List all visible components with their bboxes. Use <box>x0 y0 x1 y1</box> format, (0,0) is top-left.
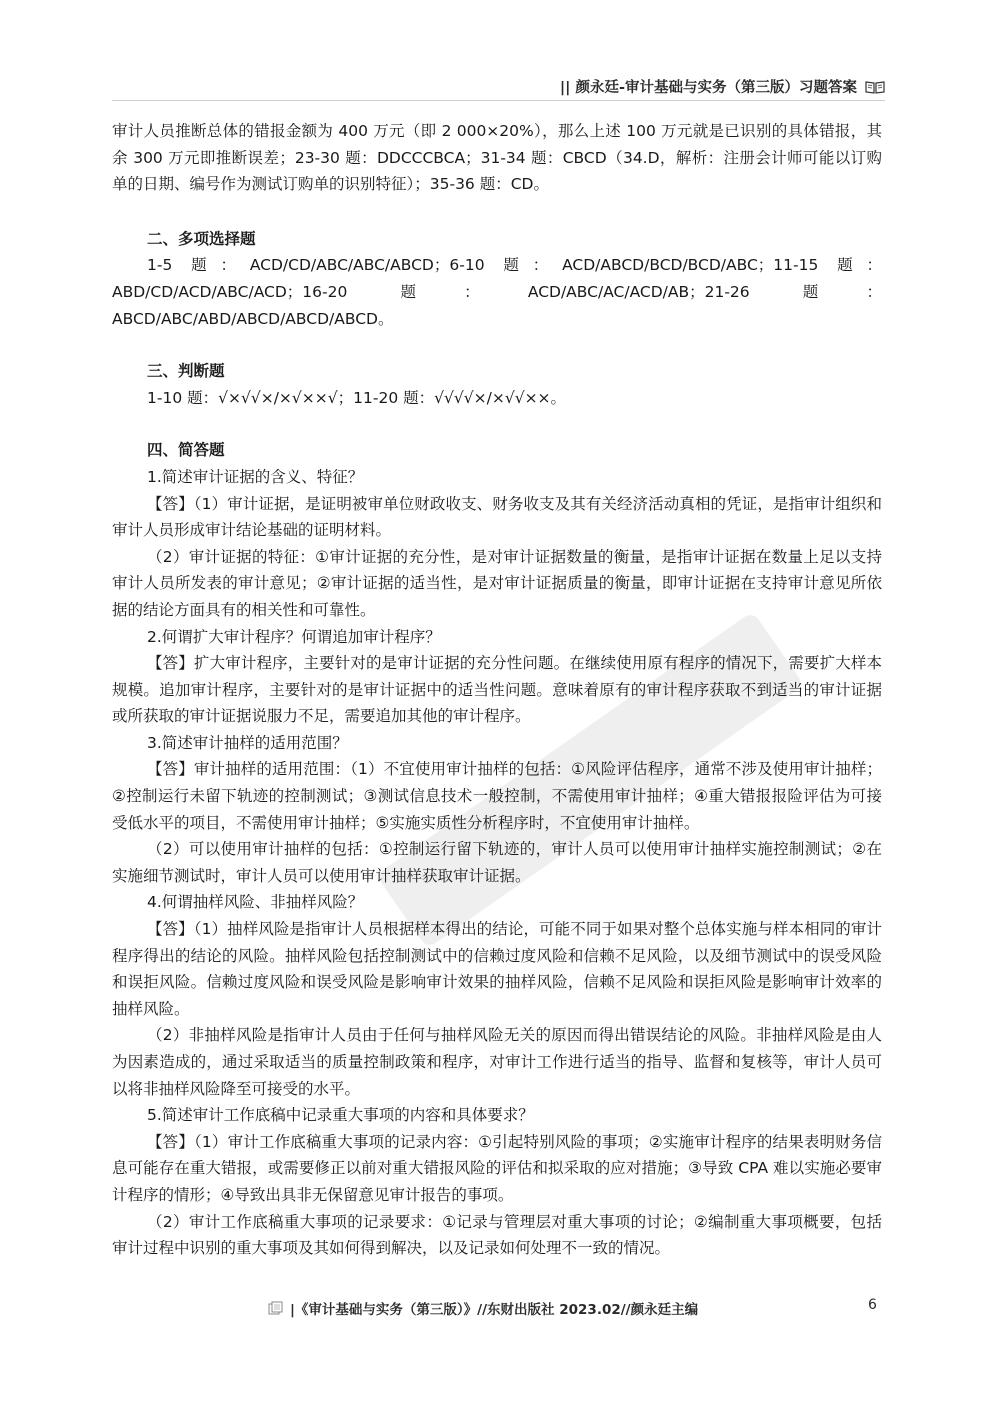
question-5: 5.简述审计工作底稿中记录重大事项的内容和具体要求？ <box>147 1106 534 1125</box>
answer-5-part-2: （2）审计工作底稿重大事项的记录要求：①记录与管理层对重大事项的讨论；②编制重大事项概要，包括审计过程中识别的重大事项及其如何得到解决，以及记录如何处理不一致的情况。 <box>112 1212 882 1258</box>
page-number: 6 <box>868 1297 877 1313</box>
answer-4-part-1: 【答】（1）抽样风险是指审计人员根据样本得出的结论，可能不同于如果对整个总体实施与样本相同的审计程序得出的结论的风险。抽样风险包括控制测试中的信赖过度风险和信赖不足风险，以及细节测试中的误受风险和误拒风险。信赖过度风险和误受风险是影响审计效果的抽样风险，信赖不足风险和误拒风险是影响审计效率的抽样风险。 <box>112 920 882 1018</box>
answer-3-part-2: （2）可以使用审计抽样的包括：①控制运行留下轨迹的，审计人员可以使用审计抽样实施控制测试；②在实施细节测试时，审计人员可以使用审计抽样获取审计证据。 <box>112 840 882 885</box>
question-4: 4.何谓抽样风险、非抽样风险？ <box>147 893 364 912</box>
document-stack-icon <box>268 1301 284 1315</box>
answer-5-part-1: 【答】（1）审计工作底稿重大事项的记录内容：①引起特别风险的事项；②实施审计程序的结果表明财务信息可能存在重大错报，或需要修正以前对重大错报风险的评估和拟采取的应对措施；③导致 CPA 难以实施必要审计程序的情形；④导致出具非无保留意见审计报告的事项。 <box>112 1132 882 1204</box>
page-header <box>560 76 885 97</box>
section-heading-short-answer: 四、简答题 <box>147 441 225 460</box>
question-3: 3.简述审计抽样的适用范围？ <box>147 733 348 752</box>
footer-text: |《审计基础与实务（第三版）》//东财出版社 2023.02//颜永廷主编 <box>290 1302 699 1318</box>
header-title: || 颜永廷-审计基础与实务（第三版）习题答案 <box>559 80 857 96</box>
answer-1-part-2: （2）审计证据的特征：①审计证据的充分性，是对审计证据数量的衡量，是指审计证据在数量上足以支持审计人员所发表的审计意见；②审计证据的适当性，是对审计证据质量的衡量，即审计证据在支持审计意见所依据的结论方面具有的相关性和可靠性。 <box>112 547 882 619</box>
multiple-choice-answers: 1-5 题：ACD/CD/ABC/ABC/ABCD；6-10 题：ACD/ABCD/BCD/BCD/ABC；11-15 题：ABD/CD/ACD/ABC/ACD；16-20 题：ACD/ABC/AC/ACD/AB；21-26 题：ABCD/ABC/ABD/ABCD/ABCD/ABCD。 <box>112 256 882 328</box>
question-2: 2.何谓扩大审计程序？何谓追加审计程序？ <box>147 627 441 646</box>
intro-paragraph: 审计人员推断总体的错报金额为 400 万元（即 2 000×20%），那么上述 100 万元就是已识别的具体错报，其余 300 万元即推断误差；23-30 题：DDCCCBCA；31-34 题：CBCD（34.D，解析：注册会计师可能以订购单的日期、编号作为测试订购单的识别特征）；35-36 题：CD。 <box>112 122 882 194</box>
question-1: 1.简述审计证据的含义、特征？ <box>147 467 364 486</box>
section-heading-multiple-choice: 二、多项选择题 <box>147 229 256 248</box>
section-heading-true-false: 三、判断题 <box>147 362 225 381</box>
answer-3-part-1: 【答】审计抽样的适用范围：（1）不宜使用审计抽样的包括：①风险评估程序，通常不涉及使用审计抽样；②控制运行未留下轨迹的控制测试；③测试信息技术一般控制，不需使用审计抽样；④重大错报报险评估为可接受低水平的项目，不需使用审计抽样；⑤实施实质性分析程序时，不宜使用审计抽样。 <box>112 760 882 832</box>
open-book-icon <box>865 80 885 94</box>
answer-2: 【答】扩大审计程序，主要针对的是审计证据的充分性问题。在继续使用原有程序的情况下，需要扩大样本规模。追加审计程序，主要针对的是审计证据中的适当性问题。意味着原有的审计程序获取不到适当的审计证据或所获取的审计证据说服力不足，需要追加其他的审计程序。 <box>112 654 882 726</box>
page-content <box>112 118 882 1262</box>
answer-4-part-2: （2）非抽样风险是指审计人员由于任何与抽样风险无关的原因而得出错误结论的风险。非抽样风险是由人为因素造成的，通过采取适当的质量控制政策和程序，对审计工作进行适当的指导、监督和复核等，审计人员可以将非抽样风险降至可接受的水平。 <box>112 1026 882 1098</box>
true-false-answers: 1-10 题：√×√√×/×√××√；11-20 题：√√√√×/×√√××。 <box>147 388 567 407</box>
answer-1-part-1: 【答】（1）审计证据，是证明被审单位财政收支、财务收支及其有关经济活动真相的凭证，是指审计组织和审计人员形成审计结论基础的证明材料。 <box>112 494 882 540</box>
page-footer <box>268 1298 698 1318</box>
header-divider <box>112 100 885 101</box>
